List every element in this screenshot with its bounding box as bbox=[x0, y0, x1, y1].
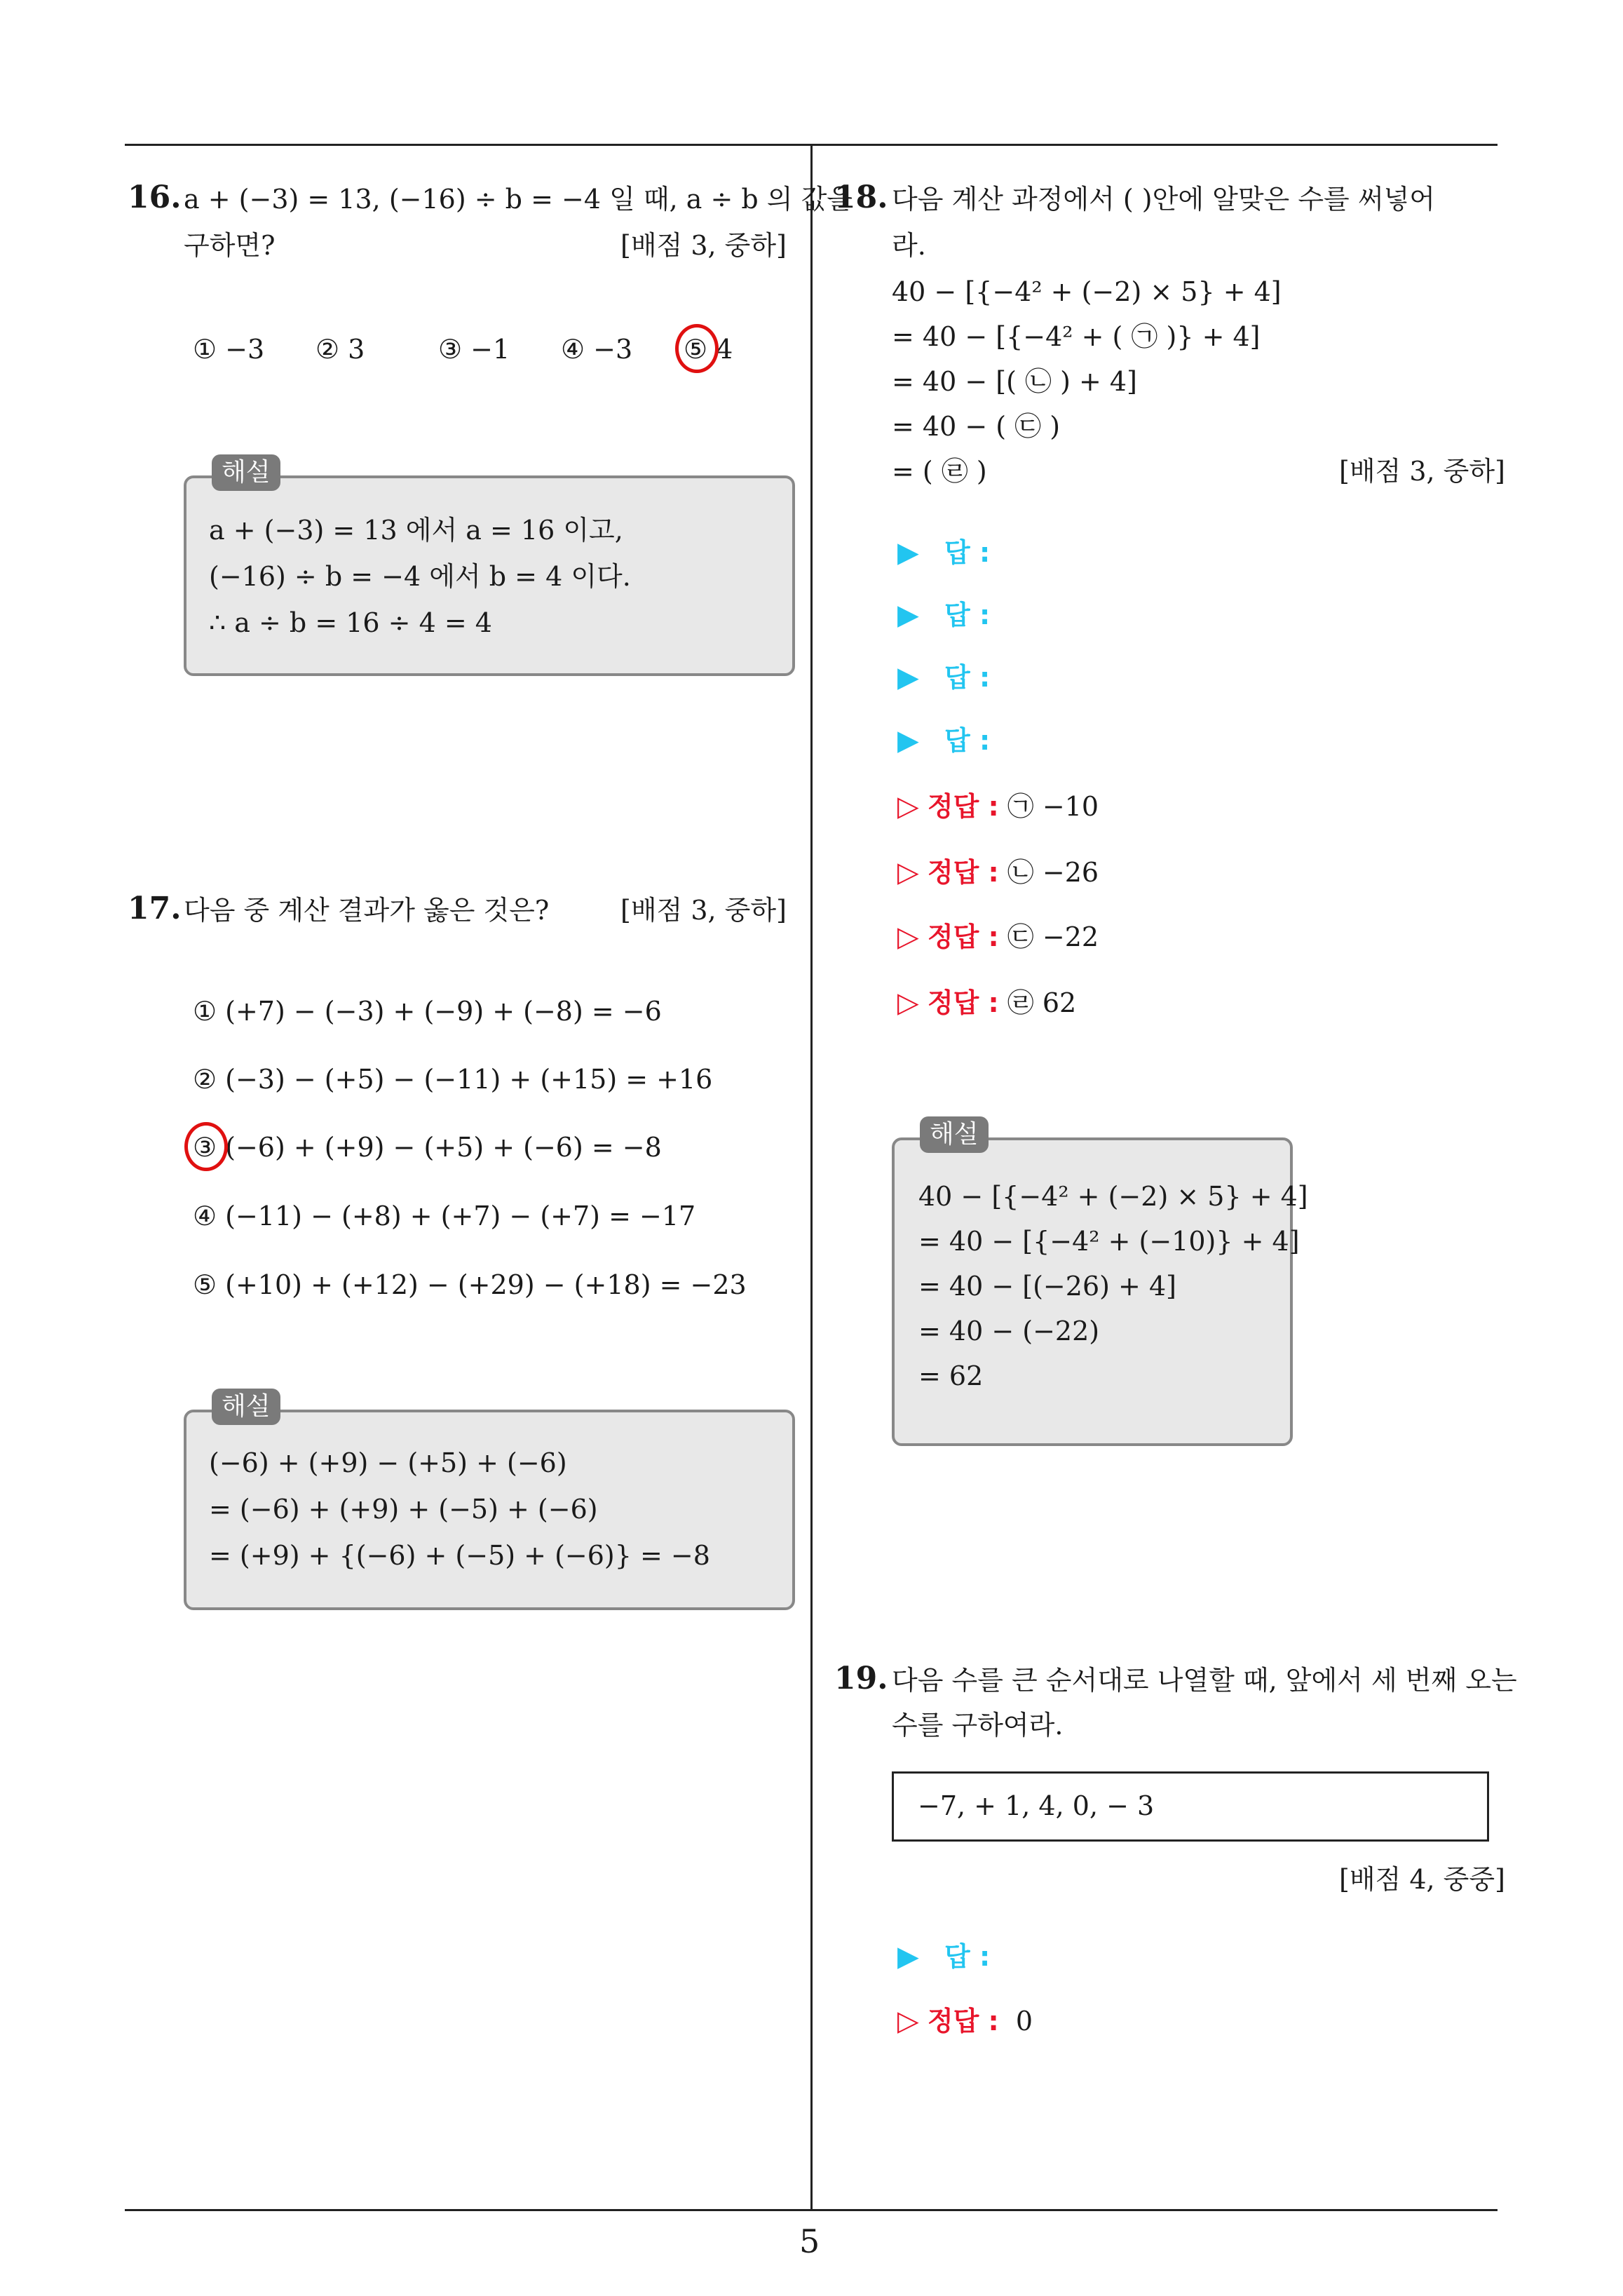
q19-numbers-box bbox=[892, 1771, 1489, 1842]
q19-score: [배점 4, 중중] bbox=[1339, 1864, 1505, 1895]
q18-explain-line-4: = 40 − (−22) bbox=[918, 1316, 1100, 1346]
q18-explain-line-5: = 62 bbox=[918, 1360, 984, 1391]
q18-answer-row-3[interactable] bbox=[897, 661, 990, 694]
q18-explain-line-1: 40 − [{−4² + (−2) × 5} + 4] bbox=[918, 1181, 1308, 1212]
correct-value: ㉡ −26 bbox=[1007, 857, 1099, 888]
correct-value: 0 bbox=[1015, 2006, 1033, 2037]
correct-label: 정답 : bbox=[927, 921, 999, 952]
q18-step-2: = 40 − [{−4² + ( ㉠ )} + 4] bbox=[892, 321, 1261, 352]
q17-explain-line-2: = (−6) + (+9) + (−5) + (−6) bbox=[209, 1494, 598, 1525]
page-number: 5 bbox=[799, 2222, 820, 2260]
q18-line1: 다음 계산 과정에서 ( )안에 알맞은 수를 써넣어 bbox=[892, 184, 1435, 215]
q19-line1: 다음 수를 큰 순서대로 나열할 때, 앞에서 세 번째 오는 bbox=[892, 1665, 1517, 1696]
q18-correct-row-3 bbox=[897, 920, 1099, 954]
q17-explanation-tag: 해설 bbox=[212, 1389, 280, 1425]
answer-label: 답 : bbox=[944, 662, 991, 693]
q18-answer-row-1[interactable] bbox=[897, 536, 990, 569]
q16-explanation-tag: 해설 bbox=[212, 454, 280, 491]
play-icon: ▶ bbox=[897, 661, 919, 694]
q16-explain-line-1: a + (−3) = 13 에서 a = 16 이고, bbox=[209, 515, 623, 546]
correct-value: ㉢ −22 bbox=[1007, 921, 1099, 952]
q17-explanation-box bbox=[184, 1410, 795, 1610]
q16-answer-mark bbox=[675, 324, 719, 373]
q17-answer-mark bbox=[184, 1122, 228, 1171]
q18-line2: 라. bbox=[892, 230, 926, 261]
play-outline-icon: ▷ bbox=[897, 2005, 919, 2037]
play-outline-icon: ▷ bbox=[897, 921, 919, 953]
q18-step-3: = 40 − [( ㉡ ) + 4] bbox=[892, 366, 1137, 397]
q16-number: 16. bbox=[128, 180, 182, 215]
q17-choice-5[interactable]: ⑤ (+10) + (+12) − (+29) − (+18) = −23 bbox=[193, 1269, 747, 1300]
play-icon: ▶ bbox=[897, 599, 919, 631]
correct-label: 정답 : bbox=[927, 791, 999, 822]
q19-correct-row bbox=[897, 2004, 1033, 2038]
q16-choice-2[interactable]: ② 3 bbox=[315, 334, 365, 365]
q18-explanation-tag: 해설 bbox=[920, 1116, 989, 1153]
play-icon: ▶ bbox=[897, 724, 919, 757]
q16-choice-5[interactable]: ⑤ 4 bbox=[684, 334, 733, 365]
q17-choice-3[interactable]: ③ (−6) + (+9) − (+5) + (−6) = −8 bbox=[193, 1132, 662, 1163]
q17-explain-line-1: (−6) + (+9) − (+5) + (−6) bbox=[209, 1447, 567, 1478]
q19-number: 19. bbox=[834, 1661, 888, 1696]
correct-label: 정답 : bbox=[927, 857, 999, 888]
correct-value: ㉣ 62 bbox=[1007, 987, 1077, 1018]
q18-correct-row-2 bbox=[897, 856, 1099, 889]
bottom-rule bbox=[125, 2209, 1498, 2211]
q18-answer-row-4[interactable] bbox=[897, 724, 990, 757]
q16-score: [배점 3, 중하] bbox=[620, 230, 787, 261]
q18-step-1: 40 − [{−4² + (−2) × 5} + 4] bbox=[892, 276, 1282, 307]
q18-step-5: = ( ㉣ ) bbox=[892, 456, 987, 487]
answer-label: 답 : bbox=[944, 1941, 991, 1972]
q18-score: [배점 3, 중하] bbox=[1339, 456, 1505, 487]
q17-line1: 다음 중 계산 결과가 옳은 것은? bbox=[184, 895, 550, 926]
q17-score: [배점 3, 중하] bbox=[620, 895, 787, 926]
q19-numbers: −7, + 1, 4, 0, − 3 bbox=[918, 1790, 1155, 1821]
q16-line2: 구하면? bbox=[184, 230, 276, 261]
q16-choice-4[interactable]: ④ −3 bbox=[561, 334, 633, 365]
q18-correct-row-4 bbox=[897, 986, 1076, 1020]
q16-explanation-box bbox=[184, 475, 795, 676]
q17-explain-line-3: = (+9) + {(−6) + (−5) + (−6)} = −8 bbox=[209, 1540, 710, 1571]
q16-line1: a + (−3) = 13, (−16) ÷ b = −4 일 때, a ÷ b 의 값을 bbox=[184, 184, 853, 215]
correct-label: 정답 : bbox=[927, 2006, 999, 2037]
q17-choice-4[interactable]: ④ (−11) − (+8) + (+7) − (+7) = −17 bbox=[193, 1201, 696, 1231]
q18-correct-row-1 bbox=[897, 790, 1099, 823]
correct-label: 정답 : bbox=[927, 987, 999, 1018]
q19-line2: 수를 구하여라. bbox=[892, 1710, 1064, 1741]
correct-value: ㉠ −10 bbox=[1007, 791, 1099, 822]
q18-number: 18. bbox=[834, 180, 888, 215]
q16-choice-3[interactable]: ③ −1 bbox=[438, 334, 510, 365]
q16-choice-1[interactable]: ① −3 bbox=[193, 334, 265, 365]
q17-choice-2[interactable]: ② (−3) − (+5) − (−11) + (+15) = +16 bbox=[193, 1064, 713, 1095]
q16-explain-line-3: ∴ a ÷ b = 16 ÷ 4 = 4 bbox=[209, 607, 492, 638]
play-outline-icon: ▷ bbox=[897, 987, 919, 1019]
q18-explain-line-3: = 40 − [(−26) + 4] bbox=[918, 1271, 1176, 1302]
play-outline-icon: ▷ bbox=[897, 790, 919, 823]
play-outline-icon: ▷ bbox=[897, 856, 919, 889]
q18-explain-line-2: = 40 − [{−4² + (−10)} + 4] bbox=[918, 1226, 1300, 1257]
q17-choice-1[interactable]: ① (+7) − (−3) + (−9) + (−8) = −6 bbox=[193, 996, 662, 1027]
q18-answer-row-2[interactable] bbox=[897, 598, 990, 632]
q17-number: 17. bbox=[128, 891, 182, 926]
answer-label: 답 : bbox=[944, 600, 991, 630]
q18-step-4: = 40 − ( ㉢ ) bbox=[892, 411, 1061, 442]
play-icon: ▶ bbox=[897, 1940, 919, 1973]
play-icon: ▶ bbox=[897, 536, 919, 569]
answer-label: 답 : bbox=[944, 725, 991, 756]
q18-explanation-box bbox=[892, 1137, 1308, 1446]
q19-answer-row[interactable] bbox=[897, 1940, 990, 1973]
answer-label: 답 : bbox=[944, 537, 991, 568]
q16-explain-line-2: (−16) ÷ b = −4 에서 b = 4 이다. bbox=[209, 561, 631, 592]
column-divider bbox=[810, 145, 813, 2210]
